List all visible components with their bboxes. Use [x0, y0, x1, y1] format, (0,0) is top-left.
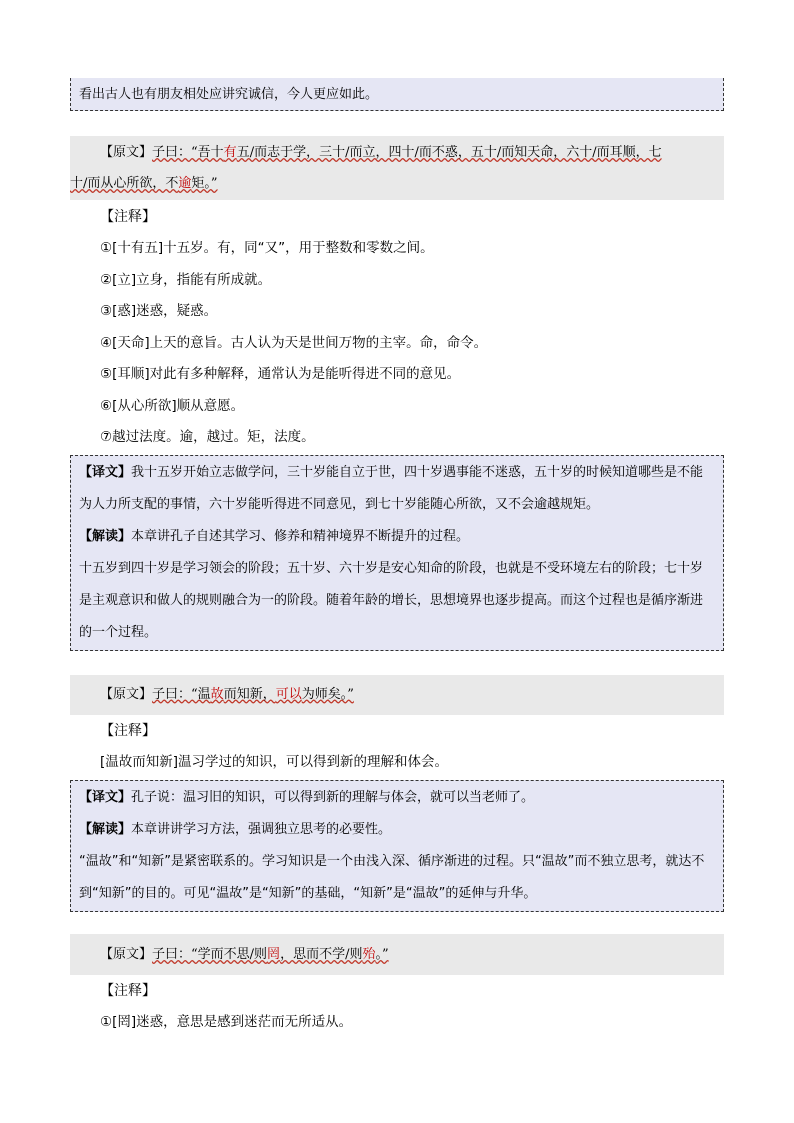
- quote-segment: 矩。”: [191, 176, 218, 191]
- original-label: 【原文】: [100, 145, 153, 160]
- note-item: ①[十有五]十五岁。有，同“又”，用于整数和零数之间。: [100, 240, 434, 256]
- section1-reading: [79, 521, 715, 553]
- highlighted-character: 有: [223, 145, 237, 160]
- section1-original-text: [70, 136, 724, 200]
- quote-segment: 子曰：“学而不思/则: [152, 947, 268, 962]
- section1-notes-list: [70, 233, 724, 454]
- note-item: ②[立]立身，指能有所成就。: [100, 271, 272, 288]
- note-item: ③[惑]迷惑，疑惑。: [100, 303, 218, 319]
- section2-reading-detail: “温故”和“知新”是紧密联系的。学习知识是一个由浅入深、循序渐进的过程。只“温故”而不独立思考，就达不到“知新”的目的。可见“温故”是“知新”的基础，“知新”是“温故”的延伸与升华。: [79, 854, 705, 901]
- quote-segment: 而知新，: [223, 686, 276, 702]
- highlighted-character: 故: [210, 686, 224, 702]
- highlighted-character: 罔: [267, 947, 281, 962]
- top-interpretation-box: [70, 78, 724, 111]
- section2-notes-list: [70, 747, 724, 779]
- quote-segment: 为师矣。”: [301, 686, 354, 702]
- section1-translation-box: [70, 455, 724, 651]
- note-item: [温故而知新]温习学过的知识，可以得到新的理解和体会。: [100, 753, 449, 770]
- section1-translation: [79, 457, 715, 521]
- section2-translation: [79, 782, 715, 814]
- highlighted-character: 殆: [362, 947, 376, 962]
- translation-text: 我十五岁开始立志做学问，三十岁能自立于世，四十岁遇事能不迷惑，五十岁的时候知道哪些是不能为人力所支配的事情，六十岁能听得进不同意见，到七十岁能随心所欲，又不会逾越规矩。: [79, 464, 704, 512]
- section3-original-text: [70, 934, 724, 975]
- section1-quote-line2: [70, 176, 218, 191]
- section1-quote-line1: [152, 145, 662, 160]
- translation-label: 【译文】: [79, 790, 132, 805]
- section2-quote: [152, 687, 354, 702]
- section2-original-text: [70, 675, 724, 715]
- section1-original-line1: [100, 137, 724, 168]
- reading-text: 本章讲讲学习方法，强调独立思考的必要性。: [131, 822, 392, 837]
- quote-segment: ，思而不学/则: [280, 947, 363, 962]
- note-item: ⑤[耳顺]对此有多种解释，通常认为是能听得进不同的意见。: [100, 366, 461, 382]
- quote-segment: 。”: [375, 947, 389, 962]
- section1-notes-heading: 【注释】: [100, 209, 156, 225]
- reading-label: 【解读】: [79, 822, 132, 837]
- quote-segment: 十/而从心所欲，不: [70, 176, 179, 191]
- reading-label: 【解读】: [79, 528, 132, 544]
- top-box-text: 看出古人也有朋友相处应讲究诚信，今人更应如此。: [79, 87, 379, 102]
- highlighted-character: 可以: [275, 686, 302, 702]
- note-item: ①[罔]迷惑，意思是感到迷茫而无所适从。: [100, 1014, 353, 1030]
- reading-text: 本章讲孔子自述其学习、修养和精神境界不断提升的过程。: [131, 528, 470, 544]
- note-item: ⑥[从心所欲]顺从意愿。: [100, 397, 245, 414]
- quote-segment: 子曰：“吾十: [152, 145, 224, 160]
- original-label: 【原文】: [100, 947, 153, 962]
- section2-translation-box: [70, 780, 724, 912]
- translation-label: 【译文】: [79, 464, 132, 480]
- quote-segment: 子曰：“温: [152, 686, 211, 702]
- section3-quote: [152, 947, 389, 962]
- quote-segment: 五/而志于学，三十/而立，四十/而不惑，五十/而知天命，六十/而耳顺，七: [236, 145, 662, 160]
- document-page: [70, 0, 724, 1039]
- section3-notes-list: [70, 1007, 724, 1039]
- original-label: 【原文】: [100, 686, 153, 702]
- section3-notes-heading: 【注释】: [100, 983, 156, 999]
- section2-reading: [79, 814, 715, 846]
- section1-reading-detail: 十五岁到四十岁是学习领会的阶段；五十岁、六十岁是安心知命的阶段，也就是不受环境左右的阶段；七十岁是主观意识和做人的规则融合为一的阶段。随着年龄的增长，思想境界也逐步提高。而这个过程也是循序渐进的一个过程。: [79, 560, 704, 640]
- section2-notes-heading: 【注释】: [100, 722, 156, 739]
- highlighted-character: 逾: [178, 176, 192, 191]
- section1-original-line2: [70, 168, 724, 199]
- note-item: ⑦越过法度。逾，越过。矩，法度。: [100, 429, 315, 445]
- translation-text: 孔子说：温习旧的知识，可以得到新的理解与体会，就可以当老师了。: [131, 790, 535, 805]
- note-item: ④[天命]上天的意旨。古人认为天是世间万物的主宰。命，命令。: [100, 334, 488, 351]
